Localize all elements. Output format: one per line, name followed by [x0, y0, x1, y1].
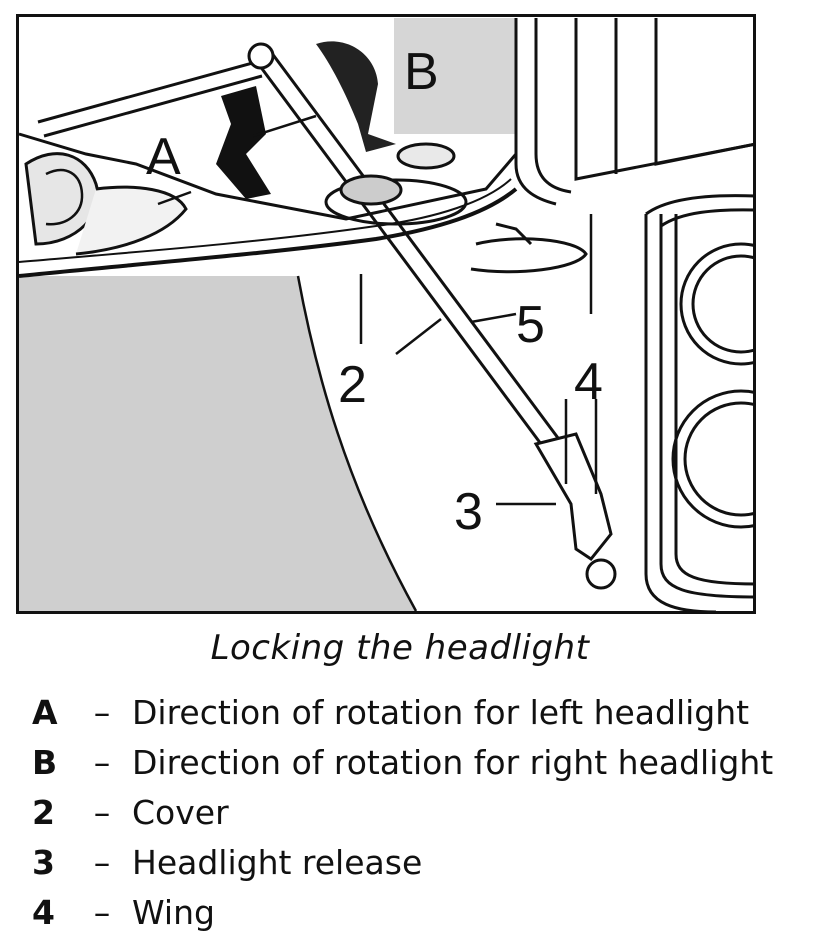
- callout-4: 4: [574, 353, 603, 411]
- headlight-drawing: [16, 14, 756, 614]
- legend-key: A: [32, 693, 58, 732]
- legend-separator: –: [93, 843, 111, 882]
- legend-item: [32, 888, 773, 938]
- legend-item: [32, 838, 773, 888]
- legend-key: B: [32, 743, 58, 782]
- figure-caption: Locking the headlight: [210, 628, 590, 668]
- legend-text: Cover: [132, 793, 229, 832]
- legend-text: Wing: [132, 893, 215, 932]
- callout-b: B: [404, 43, 439, 101]
- callout-5: 5: [516, 296, 545, 354]
- headlight-locking-illustration: [16, 14, 756, 614]
- callout-3: 3: [454, 483, 483, 541]
- legend-key: 4: [32, 893, 55, 932]
- legend-separator: –: [93, 743, 111, 782]
- callout-2: 2: [338, 356, 367, 414]
- legend-text: Headlight release: [132, 843, 423, 882]
- legend-item: [32, 788, 773, 838]
- legend-separator: –: [93, 893, 111, 932]
- legend-list: [32, 688, 773, 938]
- callout-a: A: [146, 128, 181, 186]
- legend-key: 2: [32, 793, 55, 832]
- legend-item: [32, 688, 773, 738]
- legend-separator: –: [93, 693, 111, 732]
- legend-text: Direction of rotation for left headlight: [132, 693, 750, 732]
- legend-separator: –: [93, 793, 111, 832]
- legend-key: 3: [32, 843, 55, 882]
- legend-item: [32, 738, 773, 788]
- legend-text: Direction of rotation for right headlight: [132, 743, 774, 782]
